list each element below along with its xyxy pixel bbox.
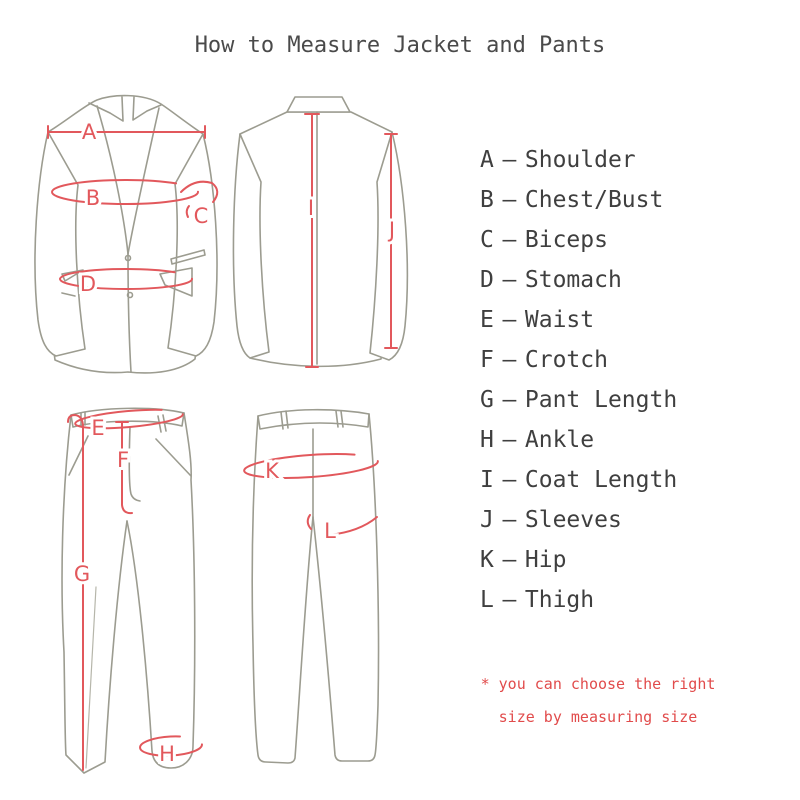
legend-name: Pant Length — [524, 387, 678, 413]
size-note-line1: * you can choose the right — [480, 675, 716, 693]
legend-name: Coat Length — [524, 467, 678, 493]
legend-dash: – — [502, 387, 517, 413]
jacket-back-drawing — [235, 88, 450, 385]
legend-name: Waist — [524, 307, 595, 333]
size-note-line2: size by measuring size — [498, 708, 698, 726]
legend-name: Shoulder — [524, 147, 636, 173]
legend-item — [480, 260, 677, 300]
legend-name: Sleeves — [524, 507, 622, 533]
measure-label-c: C — [193, 204, 209, 228]
legend-letter: L — [480, 587, 494, 613]
size-note — [448, 668, 748, 734]
measure-arc-l — [308, 515, 377, 535]
measure-label-f: F — [116, 448, 130, 472]
measure-label-l: L — [324, 519, 336, 543]
pants-back-illustration — [250, 405, 455, 780]
measurement-legend — [480, 140, 677, 620]
legend-dash: – — [502, 187, 517, 213]
pants-back-drawing — [250, 405, 455, 780]
legend-name: Ankle — [524, 427, 595, 453]
legend-item — [480, 180, 677, 220]
measure-label-i: I — [307, 196, 315, 220]
legend-name: Biceps — [524, 227, 608, 253]
measure-label-a: A — [81, 120, 97, 144]
legend-item — [480, 140, 677, 180]
legend-letter: H — [480, 427, 494, 453]
measure-mark-k — [243, 450, 378, 483]
legend-dash: – — [502, 467, 517, 493]
measure-label-j: J — [388, 218, 396, 242]
jacket-front-outline — [35, 96, 217, 373]
legend-dash: – — [502, 147, 517, 173]
legend-letter: F — [480, 347, 494, 373]
legend-letter: J — [480, 507, 494, 533]
legend-dash: – — [502, 347, 517, 373]
legend-item — [480, 420, 677, 460]
legend-dash: – — [502, 507, 517, 533]
legend-item — [480, 340, 677, 380]
measure-mark-l — [308, 515, 377, 543]
legend-letter: D — [480, 267, 494, 293]
legend-letter: K — [480, 547, 494, 573]
legend-letter: I — [480, 467, 494, 493]
legend-name: Crotch — [524, 347, 608, 373]
legend-dash: – — [502, 587, 517, 613]
jacket-back-outline — [233, 97, 407, 366]
legend-letter: A — [480, 147, 494, 173]
legend-dash: – — [502, 267, 517, 293]
measure-line-g — [68, 415, 83, 770]
legend-dash: – — [502, 227, 517, 253]
legend-item — [480, 580, 677, 620]
measure-label-h: H — [159, 742, 175, 766]
legend-name: Chest/Bust — [524, 187, 664, 213]
legend-item — [480, 380, 677, 420]
page-title: How to Measure Jacket and Pants — [194, 33, 606, 58]
legend-item — [480, 500, 677, 540]
legend-letter: C — [480, 227, 494, 253]
legend-dash: – — [502, 427, 517, 453]
legend-name: Stomach — [524, 267, 622, 293]
legend-letter: G — [480, 387, 494, 413]
legend-item — [480, 220, 677, 260]
legend-name: Hip — [524, 547, 567, 573]
pants-front-drawing — [55, 402, 245, 780]
legend-dash: – — [502, 307, 517, 333]
measure-label-d: D — [79, 272, 97, 296]
legend-name: Thigh — [524, 587, 595, 613]
measure-mark-g — [68, 415, 90, 770]
measure-ellipse-k — [243, 450, 378, 481]
legend-letter: B — [480, 187, 494, 213]
jacket-front-drawing — [25, 88, 240, 383]
jacket-back-illustration — [235, 88, 450, 385]
legend-item — [480, 460, 677, 500]
jacket-front-illustration — [25, 88, 240, 383]
legend-item — [480, 540, 677, 580]
pants-front-illustration — [55, 402, 245, 780]
measure-label-k: K — [265, 459, 279, 483]
measure-label-b: B — [85, 186, 101, 210]
legend-dash: – — [502, 547, 517, 573]
measure-label-g: G — [73, 562, 91, 586]
legend-item — [480, 300, 677, 340]
measure-label-e: E — [91, 416, 105, 440]
legend-letter: E — [480, 307, 494, 333]
